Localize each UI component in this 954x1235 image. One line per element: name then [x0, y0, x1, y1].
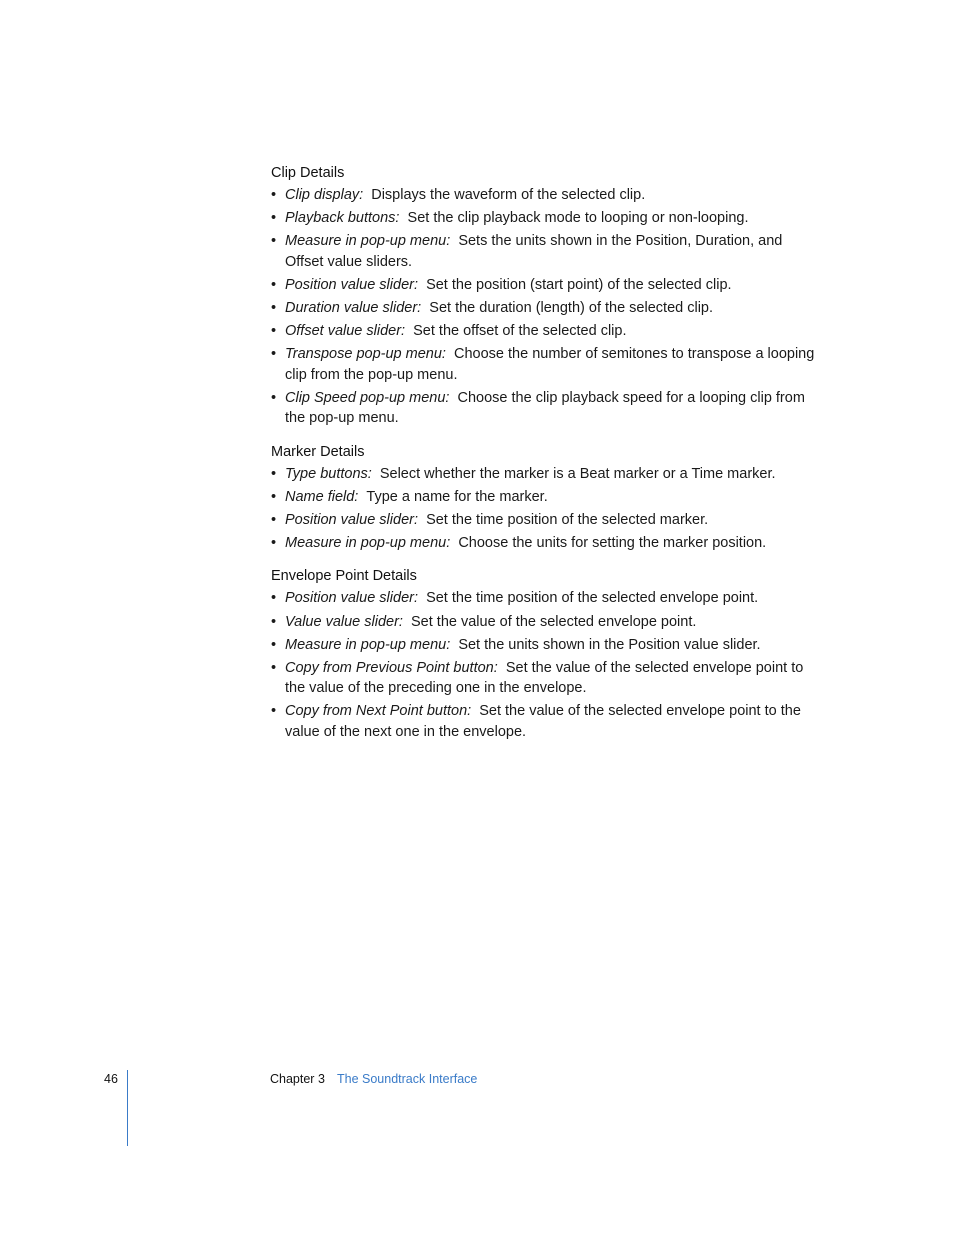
section-heading: Envelope Point Details	[271, 568, 417, 585]
list-item	[271, 588, 819, 609]
item-term: Measure in pop-up menu:	[285, 636, 451, 653]
footer-chapter-label: Chapter 3	[270, 1072, 325, 1086]
list-item	[271, 658, 819, 699]
item-text: Set the clip playback mode to looping or non-looping.	[407, 210, 749, 227]
item-term: Playback buttons:	[285, 210, 400, 227]
item-term: Type buttons:	[285, 465, 372, 482]
page-number: 46	[104, 1072, 118, 1086]
list-item	[271, 635, 819, 656]
item-term: Clip Speed pop-up menu:	[285, 389, 450, 406]
bullet-icon: •	[271, 465, 277, 482]
list-item	[271, 510, 819, 531]
list-item	[271, 612, 819, 633]
item-term: Transpose pop-up menu:	[285, 346, 446, 363]
bullet-icon: •	[271, 590, 277, 607]
bullet-icon: •	[271, 488, 277, 505]
list-item	[271, 388, 819, 429]
list-item	[271, 185, 819, 206]
bullet-icon: •	[271, 636, 277, 653]
list-item	[271, 321, 819, 342]
page-content	[271, 163, 819, 745]
item-text: Set the value of the selected envelope point to the value of the next one in the envelope.	[285, 703, 801, 740]
footer-divider	[127, 1070, 128, 1146]
item-text: Set the time position of the selected envelope point.	[426, 590, 759, 607]
bullet-icon: •	[271, 534, 277, 551]
list-item	[271, 533, 819, 554]
bullet-list	[271, 185, 819, 429]
item-text: Set the units shown in the Position value slider.	[458, 636, 761, 653]
bullet-icon: •	[271, 276, 277, 293]
item-text: Choose the number of semitones to transpose a looping clip from the pop-up menu.	[285, 346, 815, 383]
bullet-list	[271, 588, 819, 742]
item-term: Value value slider:	[285, 613, 403, 630]
item-term: Position value slider:	[285, 590, 418, 607]
item-term: Copy from Next Point button:	[285, 703, 472, 720]
item-term: Measure in pop-up menu:	[285, 233, 451, 250]
item-term: Position value slider:	[285, 511, 418, 528]
list-item	[271, 487, 819, 508]
item-term: Offset value slider:	[285, 322, 406, 339]
list-item	[271, 344, 819, 385]
bullet-icon: •	[271, 299, 277, 316]
item-text: Set the position (start point) of the selected clip.	[426, 276, 732, 293]
bullet-list	[271, 464, 819, 554]
section-marker-details	[271, 442, 819, 554]
item-term: Copy from Previous Point button:	[285, 659, 498, 676]
item-text: Select whether the marker is a Beat marker or a Time marker.	[379, 465, 776, 482]
item-term: Duration value slider:	[285, 299, 422, 316]
list-item	[271, 298, 819, 319]
list-item	[271, 701, 819, 742]
item-text: Set the offset of the selected clip.	[413, 322, 627, 339]
list-item	[271, 231, 819, 272]
bullet-icon: •	[271, 511, 277, 528]
section-heading: Clip Details	[271, 165, 345, 181]
bullet-icon: •	[271, 659, 277, 676]
item-term: Measure in pop-up menu:	[285, 534, 451, 551]
footer-chapter-title: The Soundtrack Interface	[337, 1072, 478, 1086]
bullet-icon: •	[271, 187, 277, 203]
bullet-icon: •	[271, 346, 277, 363]
item-text: Sets the units shown in the Position, Duration, and Offset value sliders.	[285, 233, 783, 270]
section-clip-details	[271, 163, 819, 429]
item-text: Type a name for the marker.	[366, 488, 548, 505]
bullet-icon: •	[271, 703, 277, 720]
item-term: Name field:	[285, 488, 359, 505]
item-text: Choose the units for setting the marker position.	[458, 534, 767, 551]
list-item	[271, 275, 819, 296]
item-term: Clip display:	[285, 187, 364, 203]
bullet-icon: •	[271, 210, 277, 227]
list-item	[271, 464, 819, 485]
item-text: Set the duration (length) of the selected clip.	[429, 299, 714, 316]
item-text: Set the value of the selected envelope point.	[411, 613, 697, 630]
item-text: Set the value of the selected envelope point to the value of the preceding one in the envelope.	[285, 659, 804, 697]
item-text: Choose the clip playback speed for a looping clip from the pop-up menu.	[285, 389, 805, 427]
bullet-icon: •	[271, 233, 277, 250]
bullet-icon: •	[271, 613, 277, 630]
bullet-icon: •	[271, 322, 277, 339]
list-item	[271, 208, 819, 229]
item-text: Displays the waveform of the selected clip.	[371, 187, 646, 203]
section-heading: Marker Details	[271, 443, 365, 460]
item-text: Set the time position of the selected marker.	[426, 511, 709, 528]
item-term: Position value slider:	[285, 276, 418, 293]
bullet-icon: •	[271, 389, 277, 406]
section-envelope-point-details	[271, 566, 819, 742]
